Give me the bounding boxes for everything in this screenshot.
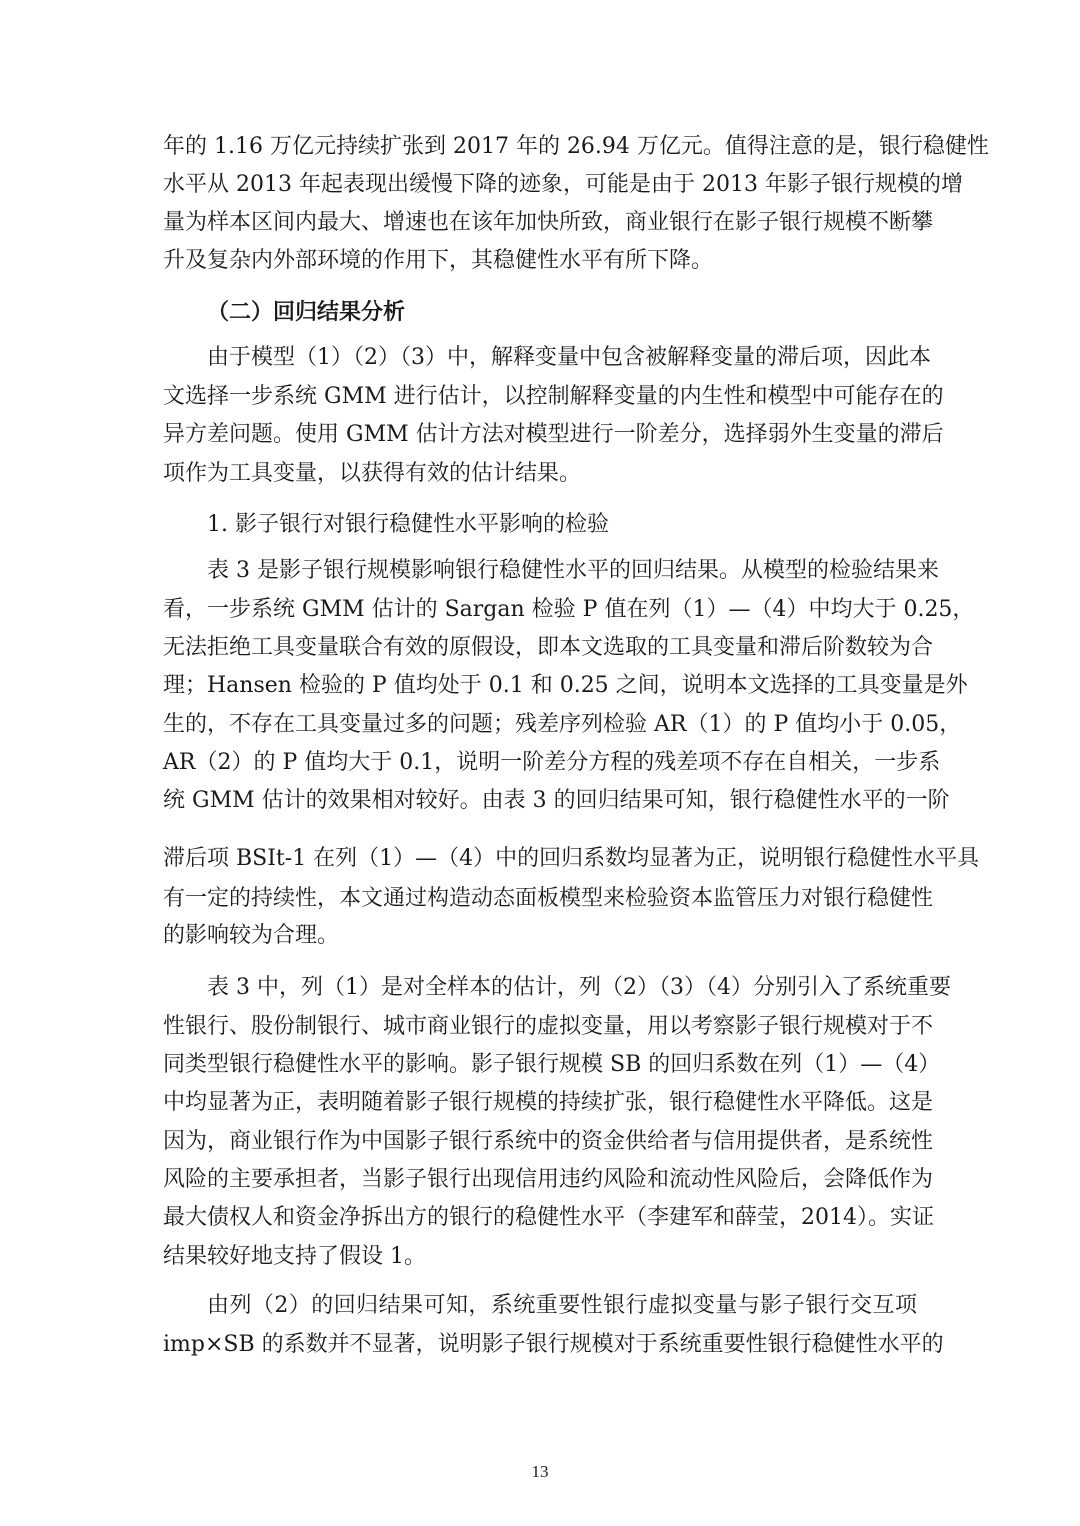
text-line: 滞后项 BSIt-1 在列（1）—（4）中的回归系数均显著为正，说明银行稳健性水平具 — [163, 846, 980, 871]
text-line: 量为样本区间内最大、增速也在该年加快所致，商业银行在影子银行规模不断攀 — [163, 210, 934, 235]
text-line: 表 3 是影子银行规模影响银行稳健性水平的回归结果。从模型的检验结果来 — [207, 558, 939, 583]
text-line: AR（2）的 P 值均大于 0.1，说明一阶差分方程的残差项不存在自相关，一步系 — [163, 750, 941, 775]
text-line: 生的，不存在工具变量过多的问题；残差序列检验 AR（1）的 P 值均小于 0.05， — [163, 712, 962, 737]
page-number: 13 — [531, 1462, 549, 1481]
text-line: 的影响较为合理。 — [163, 923, 340, 948]
text-line: 结果较好地支持了假设 1。 — [163, 1244, 426, 1269]
text-line: 项作为工具变量，以获得有效的估计结果。 — [163, 461, 582, 486]
text-line: 年的 1.16 万亿元持续扩张到 2017 年的 26.94 万亿元。值得注意的是，银行稳健性 — [163, 134, 989, 159]
text-line: 看，一步系统 GMM 估计的 Sargan 检验 P 值在列（1）—（4）中均大于 0.25， — [163, 597, 975, 622]
text-line: 理；Hansen 检验的 P 值均处于 0.1 和 0.25 之间，说明本文选择的工具变量是外 — [163, 673, 968, 698]
text-line: 表 3 中，列（1）是对全样本的估计，列（2）（3）（4）分别引入了系统重要 — [207, 975, 951, 1000]
text-line: 风险的主要承担者，当影子银行出现信用违约风险和流动性风险后，会降低作为 — [163, 1167, 934, 1192]
text-line: 因为，商业银行作为中国影子银行系统中的资金供给者与信用提供者，是系统性 — [163, 1129, 934, 1154]
text-line: 性银行、股份制银行、城市商业银行的虚拟变量，用以考察影子银行规模对于不 — [163, 1014, 934, 1039]
text-line: 升及复杂内外部环境的作用下，其稳健性水平有所下降。 — [163, 248, 714, 273]
text-line: 中均显著为正，表明随着影子银行规模的持续扩张，银行稳健性水平降低。这是 — [163, 1090, 934, 1115]
text-line: 文选择一步系统 GMM 进行估计，以控制解释变量的内生性和模型中可能存在的 — [163, 384, 944, 409]
text-line: 由列（2）的回归结果可知，系统重要性银行虚拟变量与影子银行交互项 — [207, 1293, 917, 1318]
subsection-heading: 1. 影子银行对银行稳健性水平影响的检验 — [207, 512, 609, 537]
text-line: 最大债权人和资金净拆出方的银行的稳健性水平（李建军和薛莹，2014）。实证 — [163, 1205, 934, 1230]
section-heading: （二）回归结果分析 — [207, 299, 406, 325]
text-line: 统 GMM 估计的效果相对较好。由表 3 的回归结果可知，银行稳健性水平的一阶 — [163, 788, 950, 813]
text-line: 无法拒绝工具变量联合有效的原假设，即本文选取的工具变量和滞后阶数较为合 — [163, 635, 934, 660]
text-line: 同类型银行稳健性水平的影响。影子银行规模 SB 的回归系数在列（1）—（4） — [163, 1052, 941, 1077]
text-line: 水平从 2013 年起表现出缓慢下降的迹象，可能是由于 2013 年影子银行规模的增 — [163, 172, 963, 197]
text-line: 异方差问题。使用 GMM 估计方法对模型进行一阶差分，选择弱外生变量的滞后 — [163, 422, 944, 447]
text-line: 有一定的持续性，本文通过构造动态面板模型来检验资本监管压力对银行稳健性 — [163, 886, 934, 911]
text-line: 由于模型（1）（2）（3）中，解释变量中包含被解释变量的滞后项，因此本 — [207, 345, 931, 370]
text-line: imp×SB 的系数并不显著，说明影子银行规模对于系统重要性银行稳健性水平的 — [163, 1332, 944, 1357]
